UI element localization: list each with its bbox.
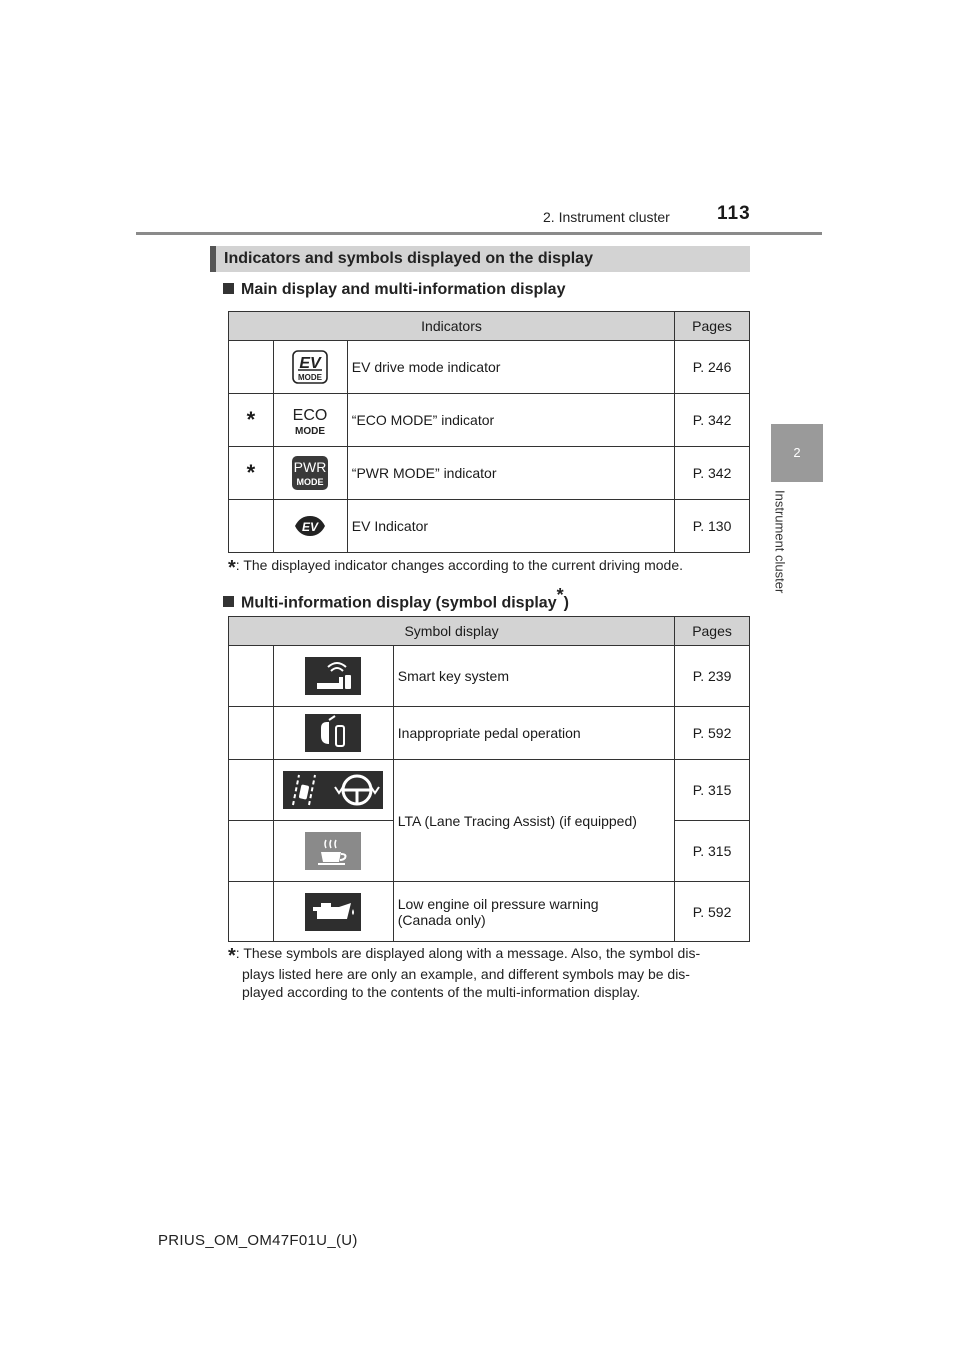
symbols-footnote: *: These symbols are displayed along with a message. Also, the symbol dis- plays listed here are only an example, and different symbols may be dis- played according to the contents of the multi-information display.: [228, 945, 701, 1000]
smart-key-icon: [273, 646, 393, 707]
chapter-label: Instrument cluster: [772, 490, 788, 594]
table-header-row: [229, 312, 750, 341]
header-divider: [136, 232, 822, 235]
svg-text:EV: EV: [302, 520, 319, 534]
row-mark: [229, 341, 274, 394]
section-title: Indicators and symbols displayed on the display: [210, 246, 750, 272]
indicators-table: [228, 311, 750, 553]
row-page: P. 246: [675, 341, 750, 394]
svg-text:MODE: MODE: [298, 373, 323, 382]
table-row: [229, 707, 750, 760]
document-footer: PRIUS_OM_OM47F01U_(U): [158, 1232, 358, 1249]
svg-text:PWR: PWR: [294, 459, 327, 475]
table-row: [229, 341, 750, 394]
svg-text:EV: EV: [299, 355, 322, 372]
main-display-heading: Main display and multi-information display: [223, 281, 565, 299]
table-row: [229, 447, 750, 500]
page-number: 113: [717, 203, 751, 224]
symbols-table: [228, 616, 750, 942]
table-row: [229, 394, 750, 447]
table-row: [229, 882, 750, 942]
svg-text:ECO: ECO: [293, 407, 328, 424]
row-page: P. 130: [675, 500, 750, 553]
square-bullet-icon: [223, 596, 234, 607]
eco-mode-icon: [273, 394, 347, 447]
row-mark: [229, 500, 274, 553]
row-text: “ECO MODE” indicator: [347, 394, 674, 447]
row-page: P. 315: [675, 760, 750, 821]
table-row: [229, 760, 750, 821]
square-bullet-icon: [223, 283, 234, 294]
row-text: EV drive mode indicator: [347, 341, 674, 394]
header-section-title: 2. Instrument cluster: [543, 209, 670, 225]
row-page: P. 342: [675, 394, 750, 447]
table-row: [229, 646, 750, 707]
col-indicators: Indicators: [229, 312, 675, 341]
table-row: [229, 500, 750, 553]
lta-icon: [273, 760, 393, 821]
row-text: Smart key system: [393, 646, 674, 707]
row-text: Low engine oil pressure warning (Canada only): [393, 882, 674, 942]
ev-indicator-icon: [273, 500, 347, 553]
row-text: Inappropriate pedal operation: [393, 707, 674, 760]
chapter-tab: 2: [771, 424, 823, 482]
row-mark: *: [229, 447, 274, 500]
svg-text:MODE: MODE: [296, 477, 324, 487]
row-page: P. 342: [675, 447, 750, 500]
row-text: EV Indicator: [347, 500, 674, 553]
col-pages: Pages: [675, 312, 750, 341]
oil-pressure-icon: [273, 882, 393, 942]
row-page: P. 592: [675, 882, 750, 942]
pedal-icon: [273, 707, 393, 760]
col-symbol-display: Symbol display: [229, 617, 675, 646]
svg-text:MODE: MODE: [295, 426, 326, 437]
table-header-row: [229, 617, 750, 646]
row-page: P. 592: [675, 707, 750, 760]
multi-display-heading: Multi-information display (symbol display*): [223, 585, 569, 612]
pwr-mode-icon: [273, 447, 347, 500]
col-pages: Pages: [675, 617, 750, 646]
ev-mode-icon: [273, 341, 347, 394]
row-text: “PWR MODE” indicator: [347, 447, 674, 500]
indicators-footnote: *: The displayed indicator changes according to the current driving mode.: [228, 557, 684, 579]
coffee-cup-icon: [273, 821, 393, 882]
row-page: P. 315: [675, 821, 750, 882]
row-mark: *: [229, 394, 274, 447]
row-text: LTA (Lane Tracing Assist) (if equipped): [393, 760, 674, 882]
row-page: P. 239: [675, 646, 750, 707]
